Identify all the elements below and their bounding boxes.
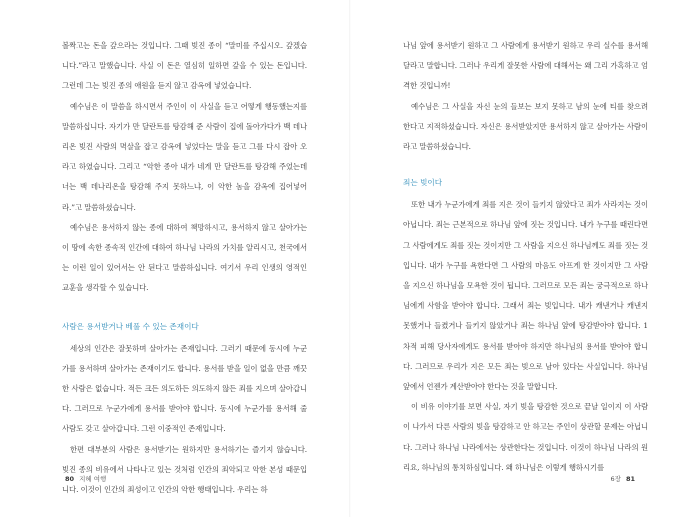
right-paragraph-3: 또한 내가 누군가에게 죄를 지은 것이 들키지 않았다고 죄가 사라지는 것이 아닙니다. 죄는 근본적으로 하나님 앞에 짓는 것입니다. 내가 누구를 때린다면 그 사람에게도 죄를 짓는 것이지만 그 사람을 지으신 하나님께도 죄를 짓는 것입니다. 내가 누구를 욕한다면 그 사람의 마음도 아프게 한 것이지만 그 사람을 지으신 하나님을 모욕한 것이 됩니다. 그러므로 모든 죄는 궁극적으로 하나님에게 사함을 받아야 합니다. 그래서 죄는 빚입니다. 내가 캐낸거나 캐낸지 못했거나 들켰거나 들키지 않았거나 죄는 하나님 앞에 탕감받아야 합니다. 1차적 피해 당사자에게도 용서를 받아야 하지만 하나님의 용서를 받아야 합니다. 그러므로 우리가 지은 모든 죄는 빚으로 남아 있다는 사실입니다. 하나님 앞에서 언젠가 계산받아야 한다는 것을 말합니다.: [403, 200, 648, 392]
right-section-heading: 죄는 빚이다: [403, 178, 443, 188]
left-page: [62, 36, 307, 500]
page-gutter: [349, 0, 351, 517]
right-page-number: 81: [625, 475, 635, 483]
right-running-title: 6장: [610, 475, 621, 483]
left-folio: [62, 474, 106, 483]
right-paragraph-4: 이 비유 이야기를 보면 사실, 자기 빚을 탕감한 것으로 끝날 일이지 이 사람이 나가서 다른 사람의 빚을 탕감하고 안 하고는 주인이 상관할 문제는 아닙니다. 그러나 하나님 나라에서는 상관한다는 것입니다. 이것이 하나님 나라의 원리요, 하나님의 통치하심입니다. 왜 하나님은 이렇게 행하시기를: [403, 402, 648, 472]
right-page: [403, 36, 648, 478]
left-section-heading: 사람은 용서받거나 베풀 수 있는 존재이다: [62, 321, 199, 331]
left-paragraph-4: 세상의 인간은 잘못하며 살아가는 존재입니다. 그러기 때문에 동시에 누군가를 용서하며 살아가는 존재이기도 합니다. 용서를 받을 일이 없을 만큼 깨끗한 사람은 없습니다. 적든 크든 의도하든 의도하지 않든 죄를 지으며 살아갑니다. 그러므로 누군가에게 용서를 받아야 합니다. 동시에 누군가를 용서해 줄 사람도 갖고 살아갑니다. 그런 이중적인 존재입니다.: [62, 343, 307, 434]
right-paragraph-2: 예수님은 그 사실을 자신 눈의 들보는 보지 못하고 남의 눈에 티를 찾으려 한다고 지적하셨습니다. 자신은 용서받았지만 용서하지 않고 살아가는 사람이라고 말씀하셨습니다.: [403, 101, 648, 152]
right-folio: [610, 474, 638, 483]
left-page-number: 80: [65, 475, 75, 483]
left-paragraph-1: 볼짝고는 돈을 갚으라는 것입니다. 그때 빚진 종이 “말미를 주십시오. 갚겠습니다.”라고 말했습니다. 사실 이 돈은 열심히 일하면 갚을 수 있는 돈입니다. 그런데 그는 빚진 종의 애원을 듣지 않고 감옥에 넣었습니다.: [62, 41, 307, 91]
left-paragraph-2: 예수님은 이 말씀을 하시면서 주인이 이 사실을 듣고 어떻게 행동했는지를 말씀하십니다. 자기가 만 달란트를 탕감해 준 사람이 집에 돌아가다가 백 데나리온 빚진 사람의 멱살을 잡고 감옥에 넣었다는 말을 듣고 그를 다시 잡아 오라고 하였습니다. 그리고 “악한 종아 내가 네게 만 달란트를 탕감해 주었는데 너는 백 데나리온을 탕감해 주지 못하느냐, 이 악한 놈을 감옥에 집어넣어라.”고 말씀하셨습니다.: [62, 101, 307, 212]
right-paragraph-1: 나님 앞에 용서받기 원하고 그 사람에게 용서받기 원하고 우리 실수를 용서해 달라고 말합니다. 그러나 우리게 잘못한 사람에 대해서는 왜 그리 가혹하고 엄격한 것입니까!: [403, 41, 648, 91]
left-paragraph-3: 예수님은 용서하지 않는 종에 대하여 책망하시고, 용서하지 않고 살아가는 이 땅에 속한 종속적 인간에 대하여 하나님 나라의 가치를 알리시고, 천국에서는 이런 일이 있어서는 안 된다고 말씀하십니다. 여기서 우리 인생의 영적인 교훈을 생각할 수 있습니다.: [62, 222, 307, 293]
left-paragraph-5: 한편 대부분의 사람은 용서받기는 원하지만 용서하기는 즐기지 않습니다. 빚진 종의 비유에서 나타나고 있는 것처럼 인간의 죄악되고 악한 본성 때문입니다. 이것이 인간의 죄성이고 인간의 악한 행태입니다. 우리는 하: [62, 444, 307, 495]
left-running-title: 지혜 여행: [79, 475, 107, 483]
